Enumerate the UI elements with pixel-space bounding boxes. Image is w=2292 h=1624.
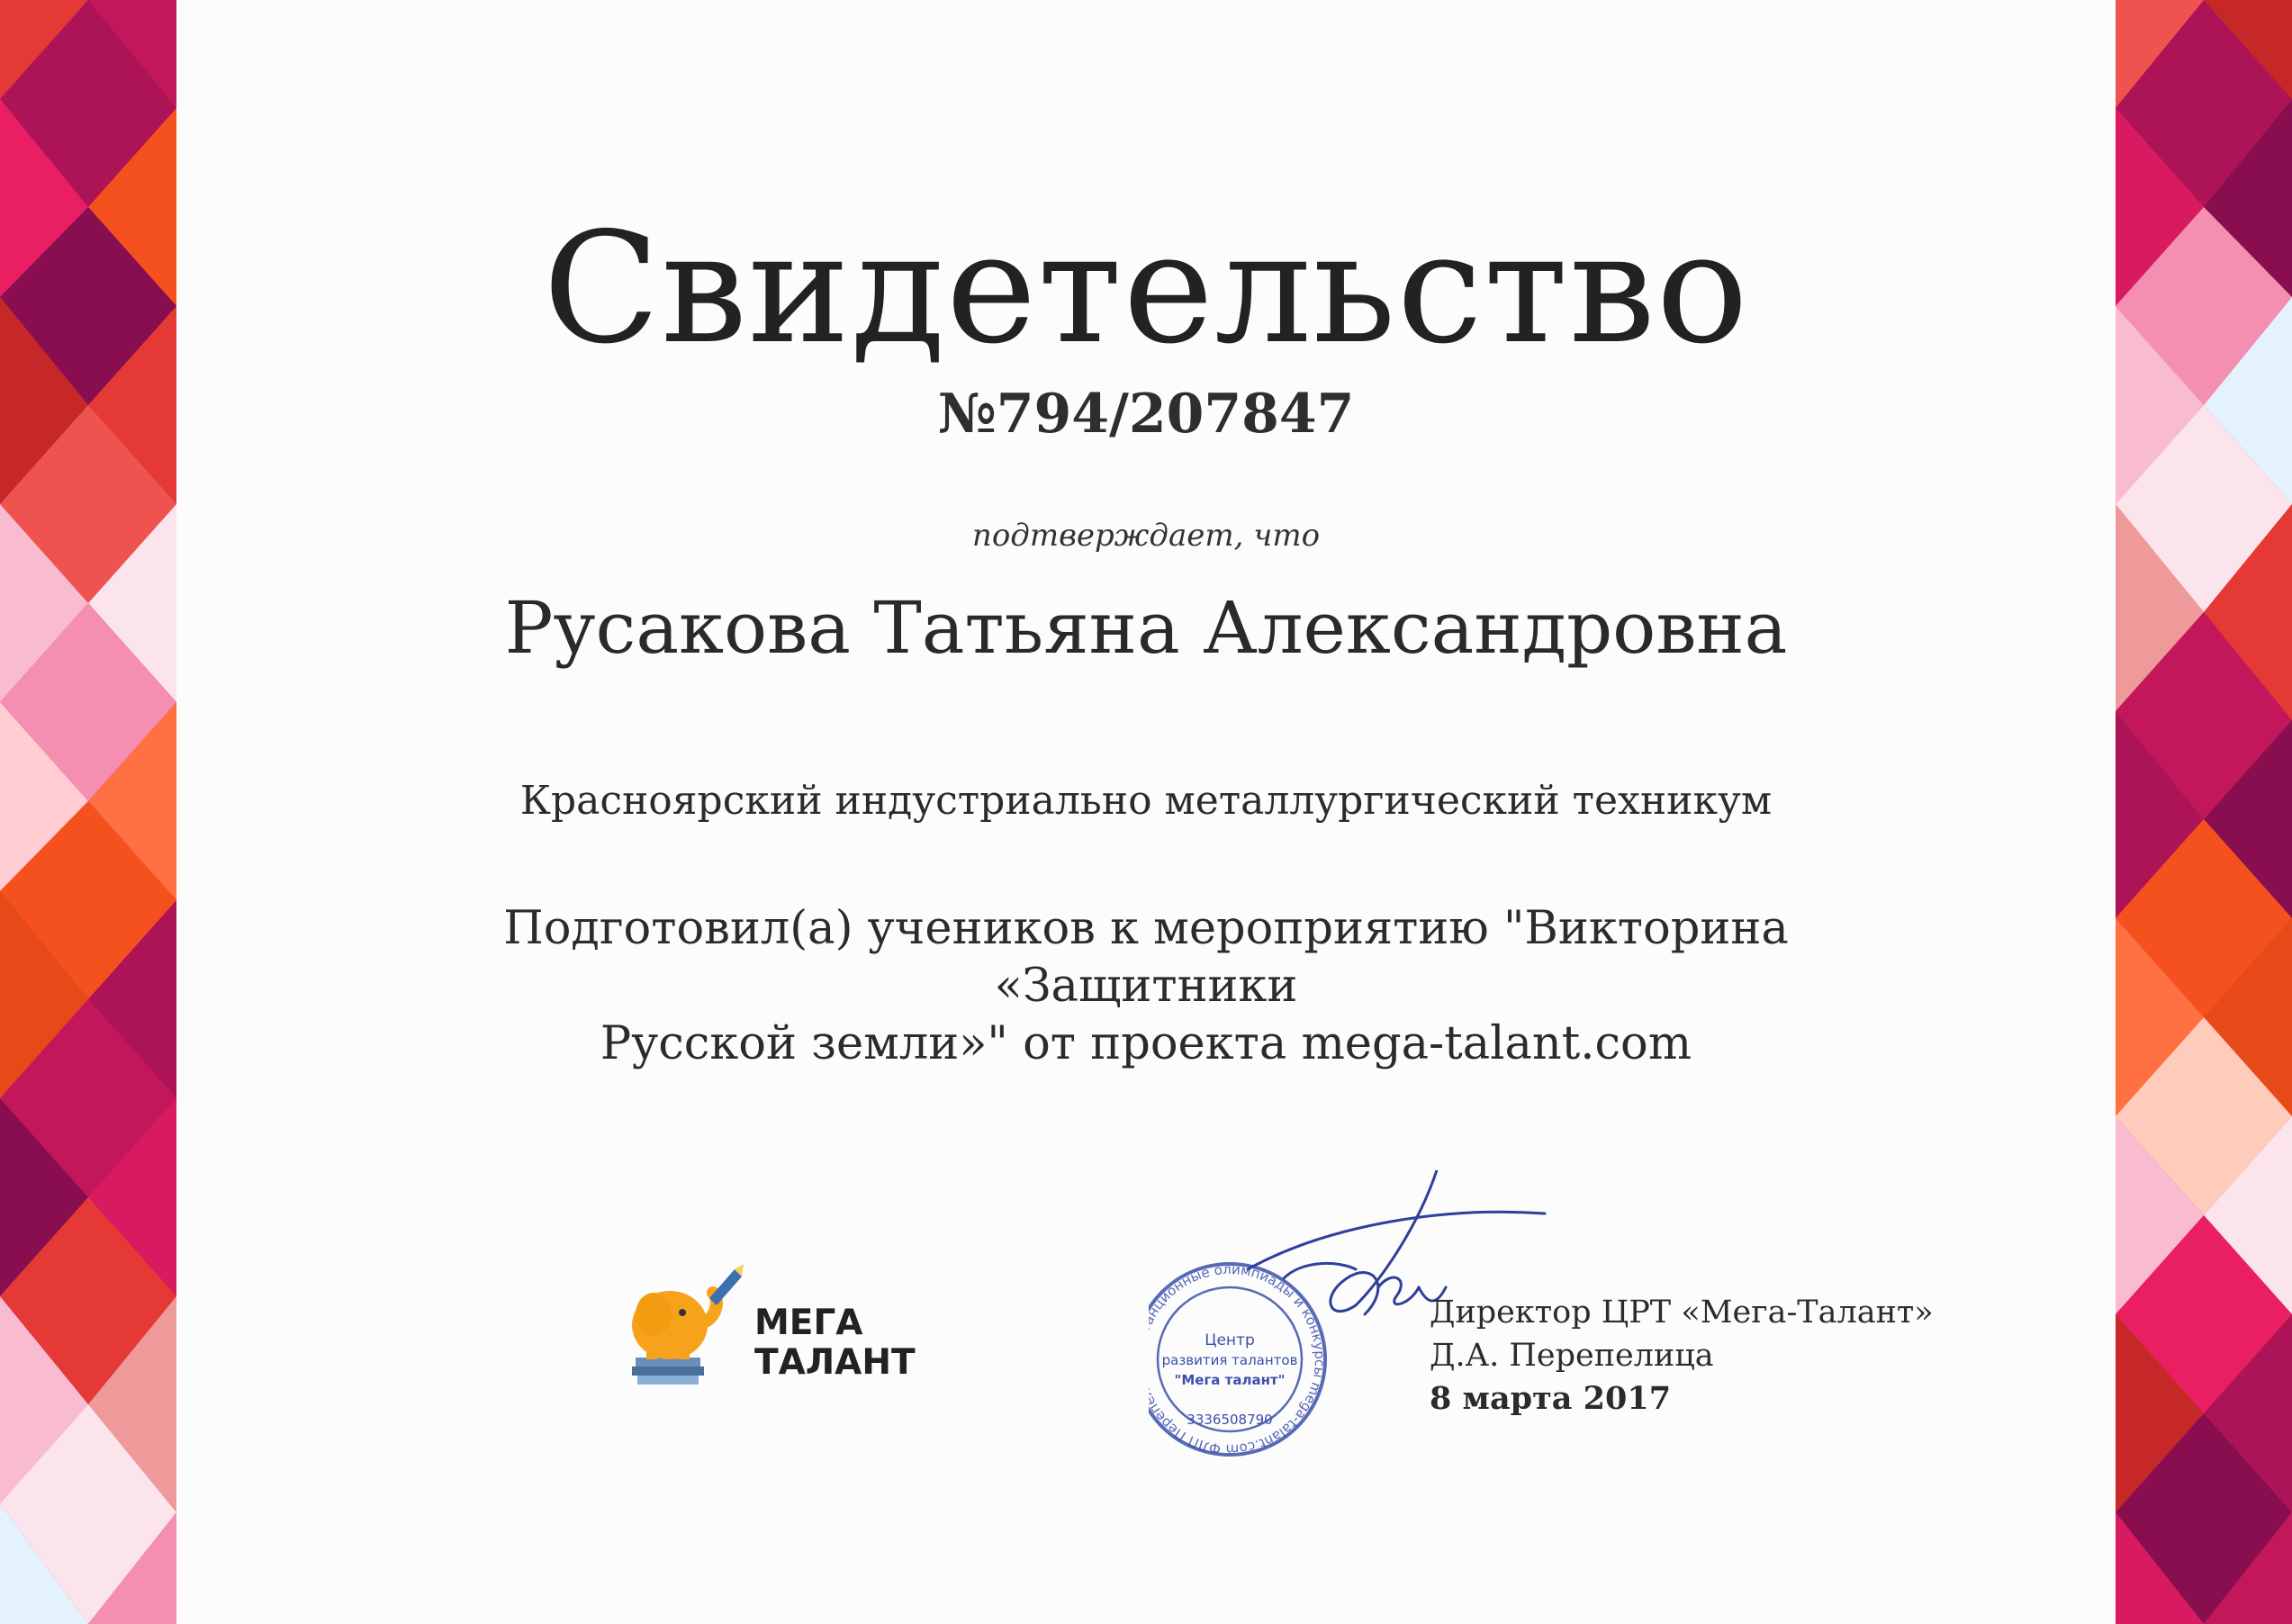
organization-name: Красноярский индустриально металлургический техникум [519,778,1773,824]
stamp-inner-line-2: развития талантов [1161,1352,1298,1368]
stamp-inner-line-1: Центр [1205,1331,1255,1349]
signatory-info [1430,1291,1934,1421]
signatory-position: Директор ЦРТ «Мега-Талант» [1430,1295,1934,1331]
stamp-outer-text: ционные олимпиады и конкурсы mega-talant.com ФЛП Пере [1149,1260,1329,1458]
left-decorative-border [0,0,176,1624]
certificate-number: №794/207847 [937,383,1355,446]
logo-line-1: МЕГА [754,1303,863,1343]
stamp-code: 3336508790 [1187,1412,1273,1428]
signatory-name: Д.А. Перепелица [1430,1338,1714,1374]
certificate-body [176,0,2116,1624]
stamp-icon [1149,1170,1328,1457]
description-line-1: Подготовил(а) учеников к мероприятию "Викторина «Защитники [503,902,1789,1013]
achievement-description [356,900,1936,1073]
logo-line-2: ТАЛАНТ [754,1342,916,1383]
certificate-title: Свидетельство [543,200,1749,378]
elephant-with-books-icon [627,1260,753,1395]
certificate-date: 8 марта 2017 [1430,1380,1672,1417]
description-line-2: Русской земли»" от проекта mega-talant.com [600,1017,1692,1070]
recipient-name: Русакова Татьяна Александровна [504,586,1788,670]
confirm-text: подтверждает, что [971,518,1321,554]
stamp-inner-line-3: "Мега талант" [1174,1372,1286,1388]
logo-text [754,1304,916,1383]
right-decorative-border [2116,0,2292,1624]
